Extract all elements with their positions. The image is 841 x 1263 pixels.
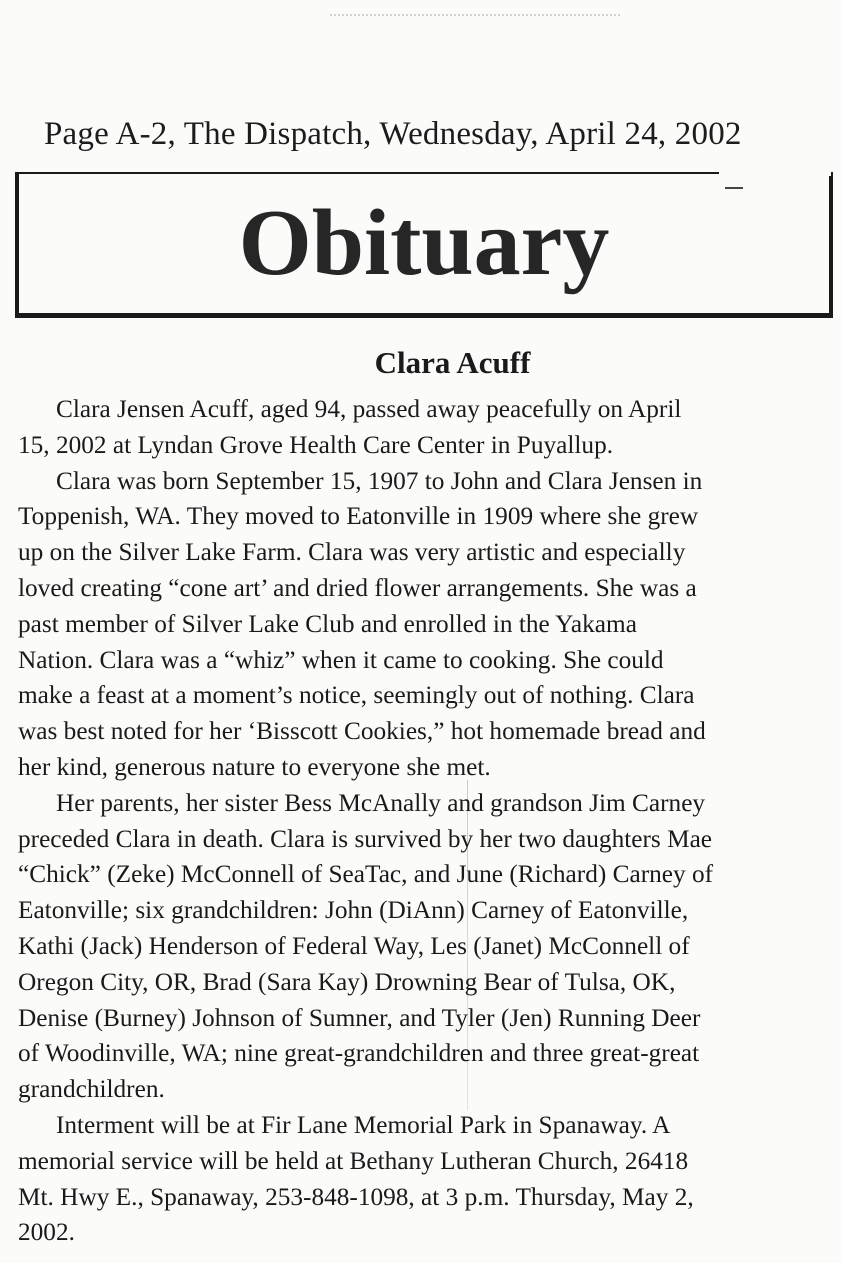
body-line: Interment will be at Fir Lane Memorial Park in Spanaway. A	[18, 1110, 671, 1139]
body-line: 2002.	[18, 1218, 75, 1247]
banner-border-gap	[719, 171, 831, 176]
body-line: Her parents, her sister Bess McAnally and grandson Jim Carney	[18, 788, 706, 817]
scan-artifact	[330, 14, 620, 22]
body-line: of Woodinville, WA; nine great-grandchildren and three great-great	[18, 1039, 700, 1068]
body-line: 15, 2002 at Lyndan Grove Health Care Center in Puyallup.	[18, 430, 614, 459]
body-line: loved creating “cone art’ and dried flower arrangements. She was a	[18, 573, 697, 602]
body-line: Nation. Clara was a “whiz” when it came to cooking. She could	[18, 645, 664, 674]
body-line: Denise (Burney) Johnson of Sumner, and Tyler (Jen) Running Deer	[18, 1003, 701, 1032]
body-line: memorial service will be held at Bethany Lutheran Church, 26418	[18, 1146, 689, 1175]
body-line: past member of Silver Lake Club and enrolled in the Yakama	[18, 609, 637, 638]
body-line: “Chick” (Zeke) McConnell of SeaTac, and June (Richard) Carney of	[18, 860, 714, 889]
body-line: Oregon City, OR, Brad (Sara Kay) Drowning Bear of Tulsa, OK,	[18, 967, 676, 996]
deceased-name: Clara Acuff	[374, 345, 531, 380]
body-line: her kind, generous nature to everyone she met.	[18, 752, 491, 781]
body-line: grandchildren.	[18, 1075, 165, 1104]
page-header: Page A-2, The Dispatch, Wednesday, April 24, 2002	[44, 116, 742, 152]
body-line: Clara was born September 15, 1907 to John and Clara Jensen in	[18, 466, 703, 495]
obituary-banner	[15, 172, 833, 318]
body-line: Kathi (Jack) Henderson of Federal Way, Les (Janet) McConnell of	[18, 931, 690, 960]
body-line: Eatonville; six grandchildren: John (DiAnn) Carney of Eatonville,	[18, 896, 689, 925]
body-line: Toppenish, WA. They moved to Eatonville in 1909 where she grew	[18, 502, 699, 531]
obituary-body	[18, 392, 830, 1251]
body-line: was best noted for her ‘Bisscott Cookies,” hot homemade bread and	[18, 717, 706, 746]
body-line: up on the Silver Lake Farm. Clara was very artistic and especially	[18, 538, 686, 567]
body-line: make a feast at a moment’s notice, seemingly out of nothing. Clara	[18, 681, 695, 710]
body-line: preceded Clara in death. Clara is survived by her two daughters Mae	[18, 824, 713, 853]
banner-title: Obituary	[238, 191, 610, 295]
body-line: Clara Jensen Acuff, aged 94, passed away peacefully on April	[18, 395, 682, 423]
body-line: Mt. Hwy E., Spanaway, 253-848-1098, at 3 p.m. Thursday, May 2,	[18, 1182, 694, 1211]
